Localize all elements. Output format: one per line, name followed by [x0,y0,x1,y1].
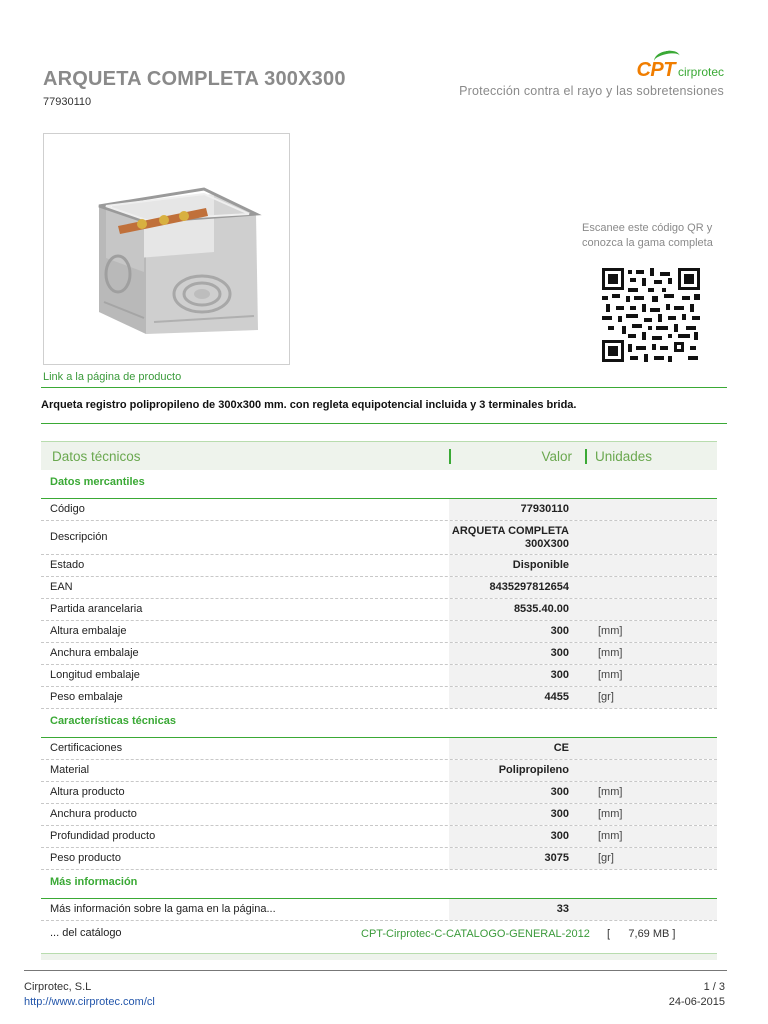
unit-cell-bg [573,848,717,869]
header-name: Datos técnicos [52,448,141,464]
unit-cell-bg [573,665,717,686]
row-label: Profundidad producto [50,830,156,842]
row-label: Partida arancelaria [50,603,143,615]
unit-cell-bg [573,499,717,520]
row-value: 300 [449,621,573,642]
product-image [43,133,290,365]
unit-cell-bg [573,804,717,825]
row-value: Disponible [449,555,573,576]
qr-caption: Escanee este código QR y conozca la gama completa [582,222,713,249]
row-value: 300 [449,643,573,664]
row-value: 3075 [449,848,573,869]
section-caracteristicas-tecnicas: Características técnicas [41,709,717,738]
unit-cell-bg [573,687,717,708]
table-row [41,826,717,848]
table-row [41,687,717,709]
unit-cell-bg [573,760,717,781]
unit-cell-bg [573,577,717,598]
row-label: Anchura producto [50,808,137,820]
unit-cell-bg [573,599,717,620]
header-separator [585,449,587,464]
product-description: Arqueta registro polipropileno de 300x300 mm. con regleta equipotencial incluida y 3 terminales brida. [41,399,577,411]
table-row [41,804,717,826]
footer-page-number: 1 / 3 [703,981,725,993]
row-value: 33 [449,899,573,920]
row-label: Certificaciones [50,742,123,754]
table-row [41,555,717,577]
row-unit: [mm] [598,786,623,798]
divider [41,387,727,388]
row-label: EAN [50,581,73,593]
row-unit: [gr] [598,691,614,703]
row-label: Más información sobre la gama en la página... [50,903,276,915]
table-row [41,848,717,870]
row-unit: [mm] [598,625,623,637]
row-label: Anchura embalaje [50,647,139,659]
table-row [41,643,717,665]
row-value: 300 [449,804,573,825]
catalog-size: [ 7,69 MB ] [607,928,676,940]
catalog-link[interactable]: CPT-Cirprotec-C-CATALOGO-GENERAL-2012 [361,928,590,940]
unit-cell-bg [573,621,717,642]
table-row [41,899,717,921]
row-label: Peso producto [50,852,121,864]
catalog-label: ... del catálogo [50,927,122,939]
unit-cell-bg [573,521,717,554]
footer-url[interactable]: http://www.cirprotec.com/cl [24,996,155,1008]
row-value: CE [449,738,573,759]
row-label: Estado [50,559,85,571]
row-value: 300 [449,782,573,803]
row-value: 4455 [449,687,573,708]
footer-date: 24-06-2015 [668,996,725,1008]
unit-cell-bg [573,782,717,803]
row-unit: [mm] [598,830,623,842]
catalog-row [41,921,717,947]
qr-code-icon[interactable] [602,268,700,362]
row-value: 8535.40.00 [449,599,573,620]
logo-brand: cirprotec [677,65,724,79]
row-value: Polipropileno [449,760,573,781]
row-label: Peso embalaje [50,691,123,703]
row-label: Longitud embalaje [50,669,140,681]
header-units: Unidades [595,448,653,464]
row-label: Altura producto [50,786,125,798]
row-unit: [gr] [598,852,614,864]
row-value: 300 [449,665,573,686]
section-datos-mercantiles: Datos mercantiles [41,470,717,499]
table-footer [41,953,717,960]
table-row [41,599,717,621]
table-row [41,782,717,804]
table-row [41,521,717,555]
row-value: 8435297812654 [449,577,573,598]
table-header [41,441,717,470]
slogan: Protección contra el rayo y las sobretensiones [459,84,724,98]
table-row [41,577,717,599]
row-unit: [mm] [598,808,623,820]
section-mas-informacion: Más información [41,870,717,899]
product-page-link[interactable]: Link a la página de producto [43,371,182,383]
divider [41,423,727,424]
row-unit: [mm] [598,647,623,659]
table-row [41,621,717,643]
row-value: 300 [449,826,573,847]
row-unit: [mm] [598,669,623,681]
header-value: Valor [541,448,572,464]
table-row [41,738,717,760]
footer-divider [24,970,727,971]
row-label: Descripción [50,531,108,543]
row-value: ARQUETA COMPLETA 300X300 [449,521,573,554]
company-logo[interactable] [636,52,724,82]
row-label: Altura embalaje [50,625,127,637]
table-row [41,665,717,687]
unit-cell-bg [573,555,717,576]
unit-cell-bg [573,738,717,759]
footer-company: Cirprotec, S.L [24,981,92,993]
product-code: 77930110 [43,96,92,108]
table-row [41,499,717,521]
unit-cell-bg [573,826,717,847]
unit-cell-bg [573,899,717,920]
header-separator [449,449,451,464]
table-row [41,760,717,782]
row-value: 77930110 [449,499,573,520]
row-label: Material [50,764,90,776]
page-title: ARQUETA COMPLETA 300X300 [43,68,346,90]
unit-cell-bg [573,643,717,664]
logo-mark: CPT [636,59,675,82]
technical-data-table [41,441,717,960]
row-label: Código [50,503,85,515]
